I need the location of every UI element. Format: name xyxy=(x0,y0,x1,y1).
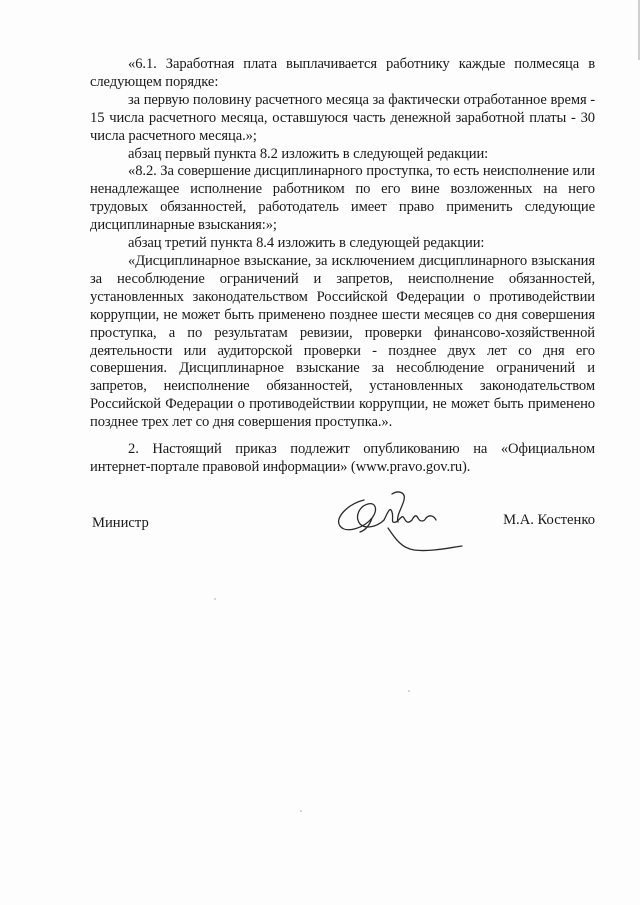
paragraph-8-4-instruction: абзац третий пункта 8.4 изложить в следующей редакции: xyxy=(128,235,485,252)
document-body xyxy=(90,56,595,477)
paragraph-8-2-instruction: абзац первый пункта 8.2 изложить в следующей редакции: xyxy=(128,145,489,162)
scan-speck xyxy=(300,810,302,812)
signatory-role: Министр xyxy=(92,515,149,531)
signature-block xyxy=(90,512,595,542)
scan-speck xyxy=(214,598,216,600)
signatory-name: М.А. Костенко xyxy=(503,512,595,528)
paragraph-6-1-schedule: за первую половину расчетного месяца за фактически отработанное время - 15 числа расчетного месяца, оставшуюся часть денежной заработной платы - 30 числа расчетного месяца.»; xyxy=(90,91,595,144)
handwritten-signature xyxy=(326,482,466,562)
scan-speck xyxy=(408,690,410,692)
paragraph-publication: 2. Настоящий приказ подлежит опубликованию на «Официальном интернет-портале правовой информации» (www.pravo.gov.ru). xyxy=(90,441,595,475)
paragraph-8-2-text: «8.2. За совершение дисциплинарного проступка, то есть неисполнение или ненадлежащее исполнение работником по его вине возложенных на него трудовых обязанностей, работодатель имеет право применить следующие дисциплинарные взыскания:»; xyxy=(90,163,595,234)
paragraph-6-1: «6.1. Заработная плата выплачивается работнику каждые полмесяца в следующем порядке: xyxy=(90,56,595,90)
paragraph-8-4-text: «Дисциплинарное взыскание, за исключением дисциплинарного взыскания за несоблюдение ограничений и запретов, неисполнение обязанностей, установленных законодательством Российской Федерации о противодействии коррупции, не может быть применено позднее шести месяцев со дня совершения проступка, а по результатам ревизии, проверки финансово-хозяйственной деятельности или аудиторской проверки - позднее двух лет со дня его совершения. Дисциплинарное взыскание за несоблюдение ограничений и запретов, неисполнение обязанностей, установленных законодательством Российской Федерации о противодействии коррупции, не может быть применено позднее трех лет со дня совершения проступка.». xyxy=(90,252,595,431)
